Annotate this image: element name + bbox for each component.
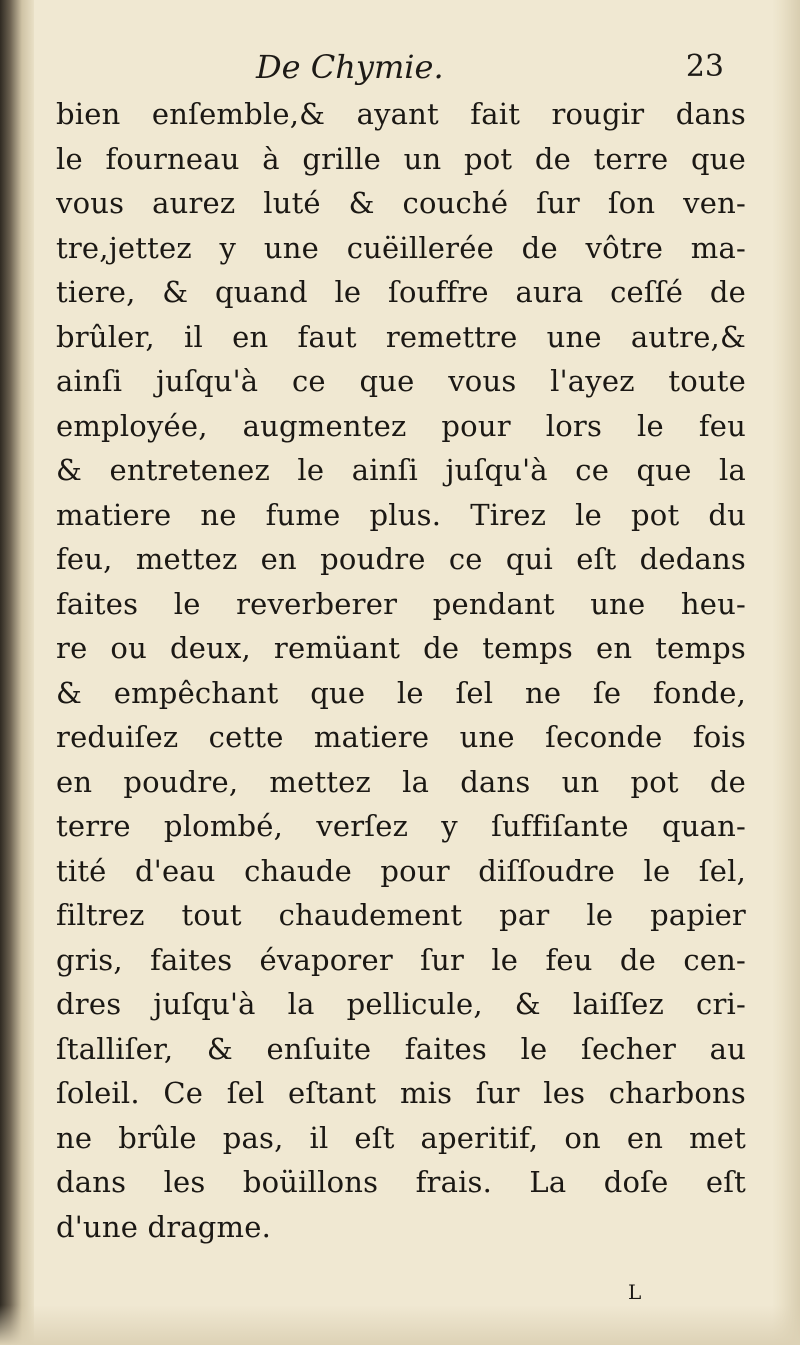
text-line: dres juſqu'à la pellicule, & laiſſez cri- (56, 987, 746, 1021)
page-bottom-shadow (0, 1305, 800, 1345)
text-line: brûler, il en faut remettre une autre,& (56, 319, 746, 354)
text-line: ſoleil. Ce ſel eſtant mis ſur les charbons (56, 1076, 746, 1110)
text-line: gris, faites évaporer ſur le feu de cen- (56, 942, 746, 977)
text-line: en poudre, mettez la dans un pot de (56, 764, 746, 799)
text-line: employée, augmentez pour lors le feu (56, 408, 746, 443)
text-line: ne brûle pas, il eſt aperitif, on en met (56, 1120, 746, 1155)
text-line: filtrez tout chaudement par le papier (56, 898, 746, 932)
gutter-shadow (0, 0, 34, 1345)
text-line: dans les boüillons frais. La doſe eſt (56, 1165, 746, 1199)
page-number: 23 (685, 49, 724, 84)
text-line: tre,jettez y une cuëillerée de vôtre ma- (56, 230, 746, 265)
text-line: re ou deux, remüant de temps en temps (56, 631, 746, 665)
text-line: tiere, & quand le ſouffre aura ceſſé de (56, 275, 746, 309)
text-line: & entretenez le ainſi juſqu'à ce que la (56, 453, 746, 487)
text-line: tité d'eau chaude pour diſſoudre le ſel, (56, 853, 746, 888)
text-line: matiere ne fume plus. Tirez le pot du (56, 497, 746, 532)
text-line: terre plombé, verſez y ſuffiſante quan- (56, 809, 746, 843)
text-line: ainſi juſqu'à ce que vous l'ayez toute (56, 364, 746, 398)
text-line: le fourneau à grille un pot de terre que (56, 141, 746, 176)
catchword: L (628, 1280, 642, 1304)
text-line: faites le reverberer pendant une heu- (56, 586, 746, 621)
running-head (56, 46, 756, 88)
page-edge-shadow (772, 0, 800, 1345)
text-line: vous aurez luté & couché ſur ſon ven- (56, 186, 746, 220)
text-line: feu, mettez en poudre ce qui eſt dedans (56, 542, 746, 576)
text-line: reduiſez cette matiere une ſeconde fois (56, 720, 746, 754)
text-line: & empêchant que le ſel ne ſe fonde, (56, 675, 746, 710)
text-line: d'une dragme. (56, 1209, 272, 1244)
text-line: ſtalliſer, & enſuite faites le ſecher au (56, 1031, 746, 1066)
running-title: De Chymie. (256, 48, 444, 86)
text-line: bien enſemble,& ayant fait rougir dans (56, 97, 746, 131)
body-text (56, 92, 746, 1249)
